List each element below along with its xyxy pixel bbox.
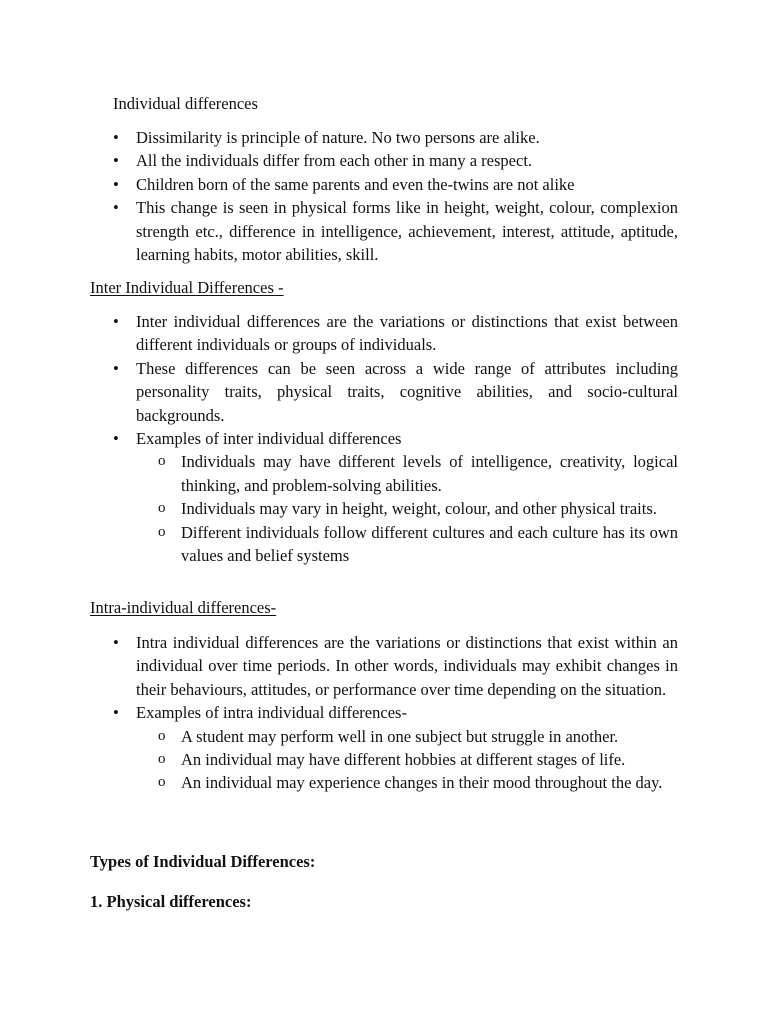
list-item: • These differences can be seen across a wide range of attributes including personality traits, physical traits, cognitive abilities, and socio-cultural backgrounds. — [113, 357, 678, 427]
sub-list-item: o Different individuals follow different cultures and each culture has its own values and belief systems — [158, 521, 678, 568]
list-item: • All the individuals differ from each other in many a respect. — [113, 149, 678, 172]
intra-examples-list — [136, 725, 678, 795]
list-item: • Inter individual differences are the variations or distinctions that exist between different individuals or groups of individuals. — [113, 310, 678, 357]
intra-heading: Intra-individual differences- — [90, 598, 277, 617]
sub-list-item: o A student may perform well in one subject but struggle in another. — [158, 725, 678, 748]
types-heading: Types of Individual Differences: — [90, 852, 316, 871]
list-item — [113, 701, 678, 795]
list-item — [113, 427, 678, 567]
sub-list-item: o Individuals may have different levels of intelligence, creativity, logical thinking, and problem-solving abilities. — [158, 450, 678, 497]
list-item: • This change is seen in physical forms like in height, weight, colour, complexion strength etc., difference in intelligence, achievement, interest, attitude, aptitude, learning habits, motor abilities, skill. — [113, 196, 678, 266]
inter-bullet-list — [113, 310, 678, 567]
list-item: • Intra individual differences are the variations or distinctions that exist within an individual over time periods. In other words, individuals may exhibit changes in their behaviours, attitudes, or performance over time depending on the situation. — [113, 631, 678, 701]
sub-list-item: o An individual may experience changes in their mood throughout the day. — [158, 771, 678, 794]
intro-bullet-list — [113, 126, 678, 266]
sub-list-item: o Individuals may vary in height, weight, colour, and other physical traits. — [158, 497, 678, 520]
list-item: • Children born of the same parents and even the-twins are not alike — [113, 173, 678, 196]
list-item-text: Examples of intra individual differences- — [136, 703, 407, 723]
inter-examples-list — [136, 450, 678, 567]
physical-differences-heading: 1. Physical differences: — [90, 892, 252, 911]
sub-list-item: o An individual may have different hobbies at different stages of life. — [158, 748, 678, 771]
intra-bullet-list — [113, 631, 678, 795]
inter-heading: Inter Individual Differences - — [90, 278, 284, 297]
list-item: • Dissimilarity is principle of nature. No two persons are alike. — [113, 126, 678, 149]
list-item-text: Examples of inter individual differences — [136, 429, 402, 449]
document-title: Individual differences — [113, 94, 258, 113]
